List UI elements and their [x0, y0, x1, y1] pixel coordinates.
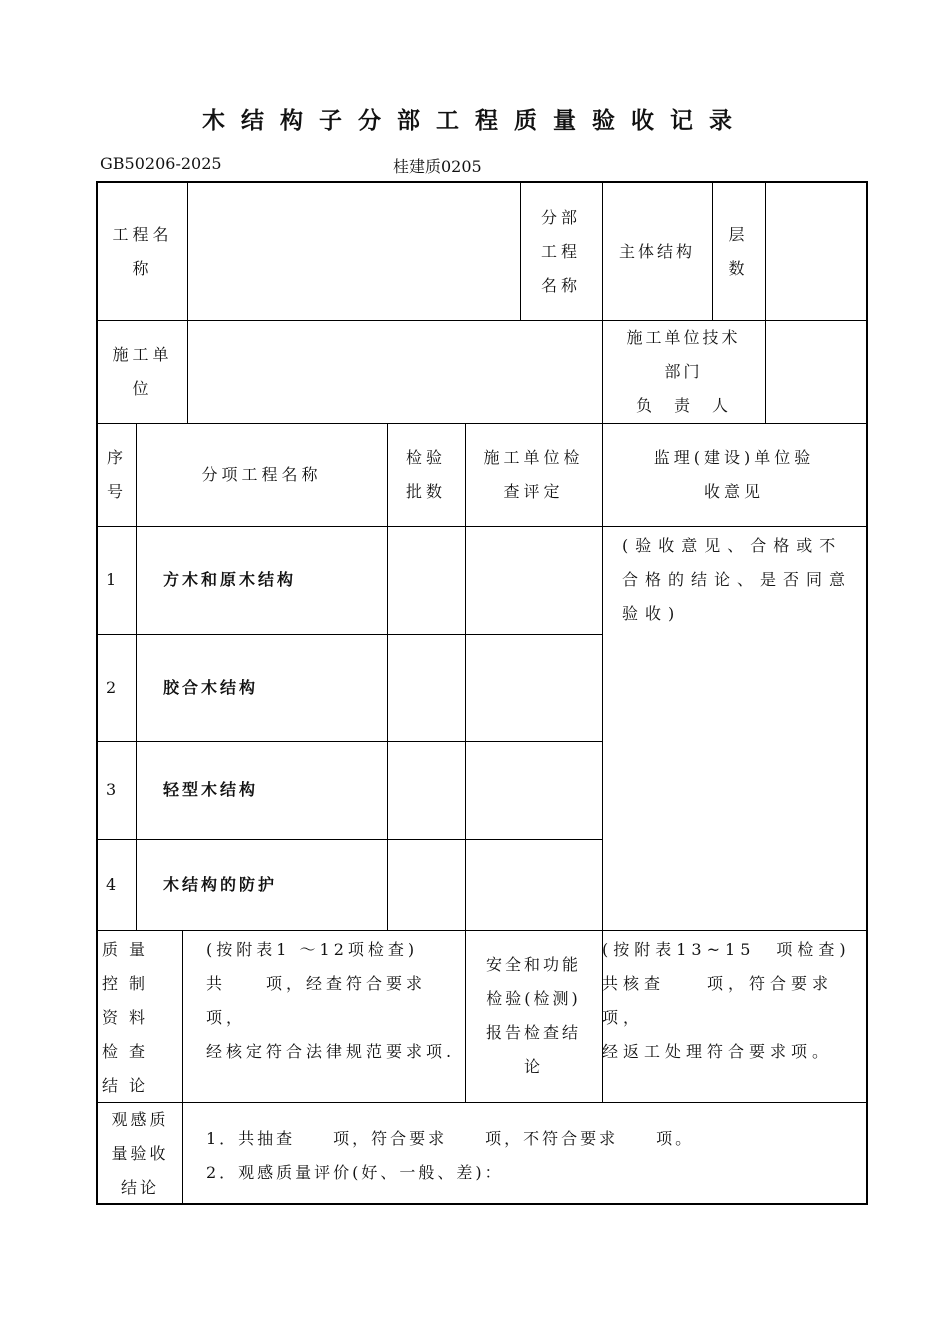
tech-dept-label-line1: 施工单位技术部门	[626, 327, 741, 381]
tech-dept-label	[602, 320, 765, 423]
opinion-note: (验收意见、合格或不合格的结论、是否同意验收)	[622, 536, 853, 623]
record-table	[96, 181, 868, 1205]
appearance-line2: 2．观感质量评价(好、一般、差)：	[206, 1163, 504, 1182]
row-divider	[98, 1102, 866, 1103]
quality-data-content	[182, 933, 465, 1069]
page-title: 木结构子分部工程质量验收记录	[202, 108, 748, 134]
contractor-label: 施工单位	[112, 344, 173, 398]
subdivision-value: 主体结构	[618, 241, 695, 261]
row-name: 方木和原木结构	[163, 570, 297, 589]
safety-line2: 共核查 项，符合要求项，	[602, 974, 834, 1027]
appearance-content	[182, 1122, 866, 1190]
tech-dept-label-line2: 负 责 人	[635, 395, 731, 415]
batch-count-header: 检验批数	[405, 447, 446, 501]
appearance-line1: 1．共抽查 项，符合要求 项，不符合要求 项。	[206, 1129, 695, 1148]
safety-line1: (按附表13~15 项检查)	[602, 940, 851, 959]
quality-data-line3: 经核定符合法律规范要求项.	[206, 1042, 456, 1061]
form-code: 桂建质0205	[393, 157, 482, 176]
item-name-header: 分项工程名称	[201, 464, 322, 484]
row-name: 胶合木结构	[163, 677, 259, 697]
contractor-eval-header: 施工单位检查评定	[483, 447, 584, 501]
quality-data-label: 质量控制资料检查结论	[102, 940, 157, 1095]
quality-data-line2: 共 项，经查符合要求项，	[206, 974, 427, 1027]
subdivision-label: 分部工程名称	[540, 207, 581, 295]
standard-code: GB50206-2025	[100, 154, 222, 173]
row-seq: 1	[106, 570, 121, 589]
row-seq: 2	[106, 677, 121, 697]
seq-header: 序号	[107, 447, 128, 501]
row-seq: 4	[106, 874, 121, 894]
appearance-label: 观感质量验收结论	[111, 1109, 169, 1197]
tech-dept-field[interactable]	[765, 320, 866, 423]
quality-data-line1: (按附表1 ～12项检查)	[206, 940, 419, 959]
safety-line3: 经返工处理符合要求项。	[602, 1042, 834, 1061]
contractor-field[interactable]	[187, 320, 602, 423]
safety-content	[602, 933, 866, 1069]
project-name-field[interactable]	[187, 183, 520, 320]
floors-field[interactable]	[765, 183, 866, 320]
safety-label: 安全和功能检验(检测)报告检查结论	[485, 955, 581, 1076]
floors-label: 层数	[728, 224, 749, 278]
project-name-label: 工程名称	[112, 224, 173, 278]
row-seq: 3	[106, 780, 121, 799]
row-name: 轻型木结构	[163, 780, 259, 799]
supervisor-opinion-header: 监理(建设)单位验收意见	[653, 447, 815, 501]
row-name: 木结构的防护	[163, 874, 278, 894]
